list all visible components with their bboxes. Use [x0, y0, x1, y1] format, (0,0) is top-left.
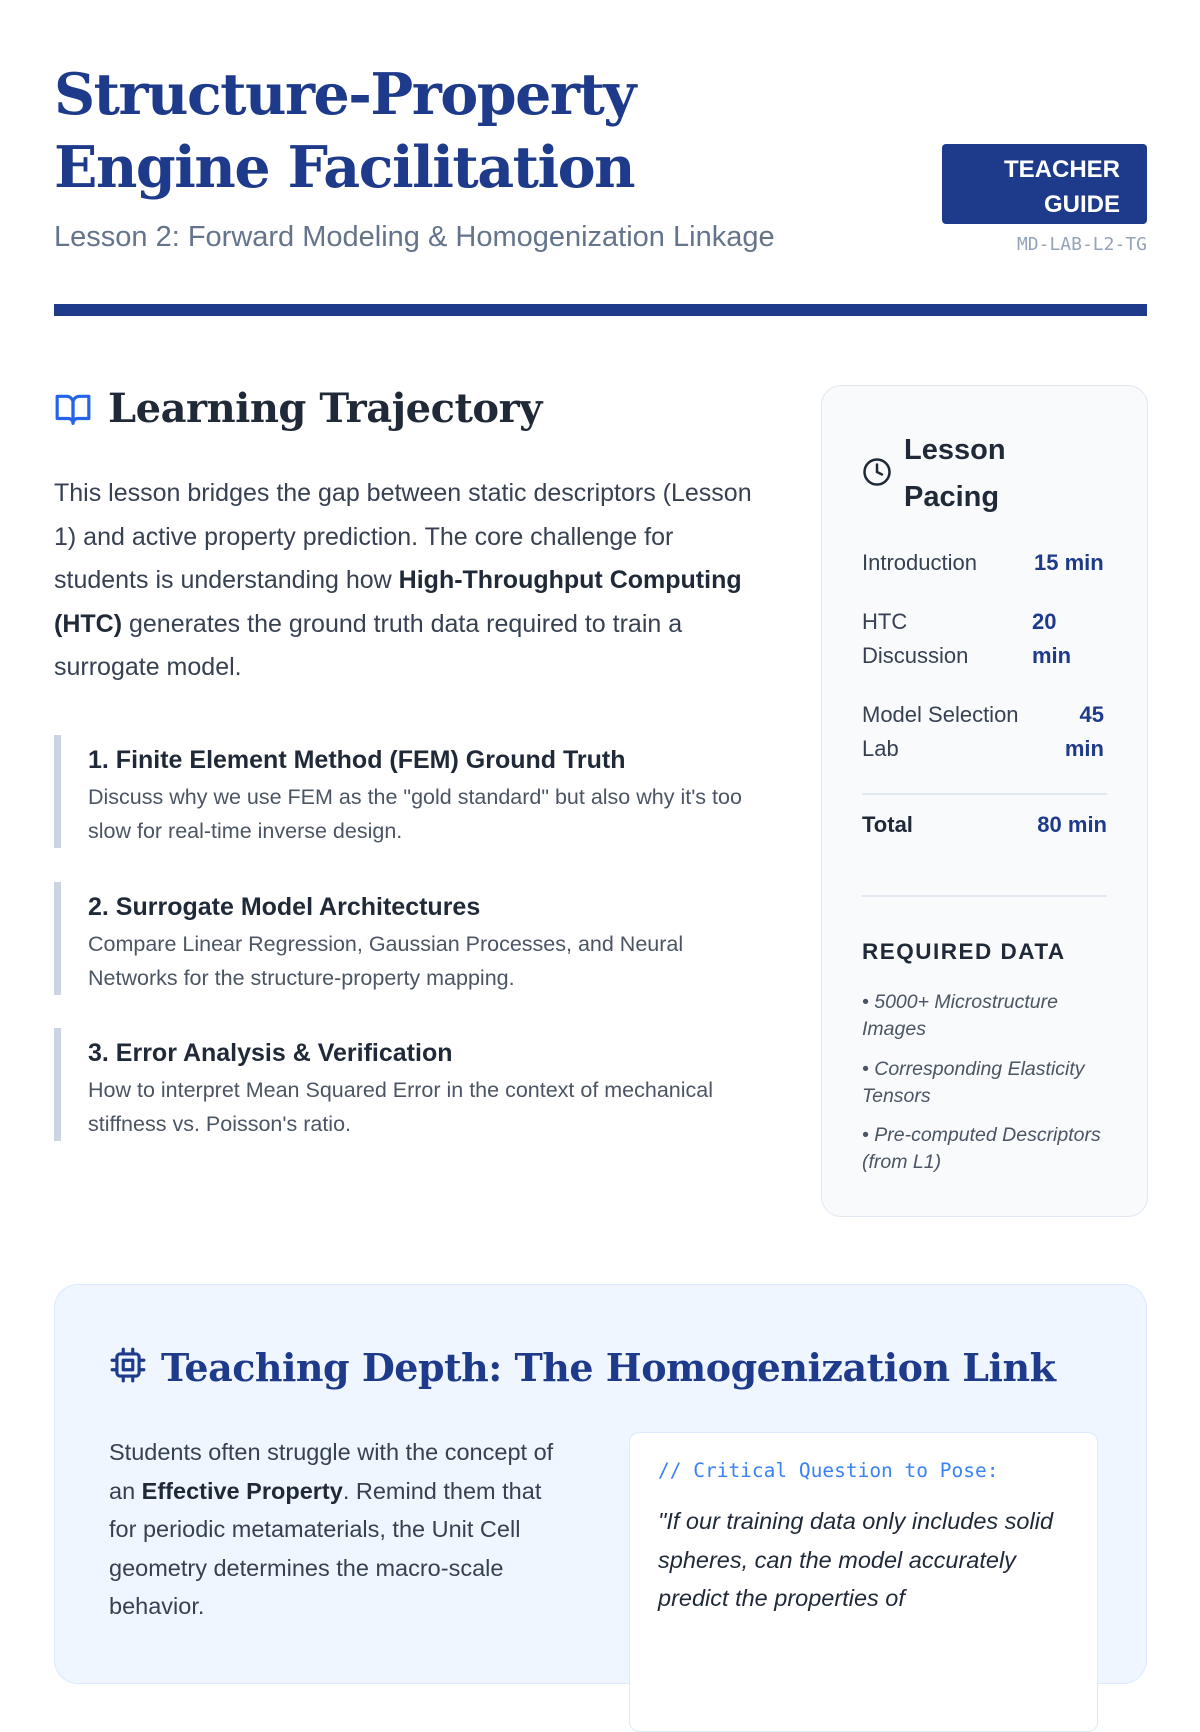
required-data-item: • Pre-computed Descriptors (from L1)	[862, 1124, 1101, 1173]
pacing-title: Lesson Pacing	[904, 434, 1006, 513]
question-text: "If our training data only includes solid spheres, can the model accurately predict the properties of	[658, 1508, 1054, 1611]
pacing-value: 15 min	[1034, 550, 1104, 575]
depth-heading	[109, 1345, 1055, 1390]
trajectory-heading	[54, 385, 774, 432]
pacing-row	[862, 698, 1107, 766]
header-divider	[54, 304, 1147, 316]
lesson-subtitle: Lesson 2: Forward Modeling & Homogenization Linkage	[54, 221, 775, 253]
pacing-value: 20 min	[1032, 609, 1072, 668]
book-open-icon	[54, 390, 92, 428]
pacing-label: HTC Discussion	[862, 609, 969, 668]
learning-trajectory-section	[54, 385, 774, 1136]
question-label: // Critical Question to Pose:	[658, 1459, 999, 1482]
clock-icon	[862, 457, 892, 492]
effective-property-highlight: Effective Property	[141, 1477, 343, 1504]
step-title: 3. Error Analysis & Verification	[88, 1039, 453, 1067]
pacing-divider	[862, 793, 1107, 795]
cpu-chip-icon	[109, 1346, 147, 1389]
pacing-label: Model Selection Lab	[862, 702, 1019, 761]
document-code: MD-LAB-L2-TG	[1016, 234, 1147, 255]
critical-question-box	[629, 1432, 1098, 1732]
required-data-title: REQUIRED DATA	[862, 939, 1066, 964]
required-data-item: • 5000+ Microstructure Images	[862, 991, 1058, 1040]
teaching-depth-section	[54, 1284, 1147, 1684]
lesson-pacing-card	[821, 385, 1148, 1217]
depth-title: Teaching Depth: The Homogenization Link	[161, 1345, 1056, 1390]
total-value: 80 min	[1037, 812, 1107, 837]
step-title: 2. Surrogate Model Architectures	[88, 893, 481, 921]
pacing-total-row	[862, 808, 1107, 842]
pacing-row	[862, 605, 1107, 673]
trajectory-title: Learning Trajectory	[108, 385, 542, 432]
required-data-item: • Corresponding Elasticity Tensors	[862, 1058, 1085, 1107]
pacing-heading	[862, 427, 1024, 521]
trajectory-intro: This lesson bridges the gap between static descriptors (Lesson 1) and active property prediction. The core challenge for students is understanding how High-Throughput Computing (HTC) generates the ground truth data required to train a surrogate model.	[54, 479, 752, 681]
pacing-label: Introduction	[862, 550, 977, 575]
pacing-value: 45 min	[1064, 702, 1104, 761]
step-title: 1. Finite Element Method (FEM) Ground Truth	[88, 746, 626, 774]
trajectory-step	[54, 1028, 774, 1141]
total-label: Total	[862, 812, 913, 837]
htc-highlight: High-Throughput Computing (HTC)	[54, 566, 742, 638]
teacher-guide-badge: TEACHER GUIDE	[942, 144, 1147, 224]
page-title: Structure-Property Engine Facilitation	[54, 61, 635, 201]
depth-explanation: Students often struggle with the concept of an Effective Property. Remind them that for periodic metamaterials, the Unit Cell geometry determines the macro-scale behavior.	[109, 1439, 554, 1619]
section-divider	[862, 895, 1107, 897]
step-description: Compare Linear Regression, Gaussian Processes, and Neural Networks for the structure-property mapping.	[88, 932, 684, 990]
pacing-row	[862, 546, 1107, 580]
trajectory-step	[54, 882, 774, 995]
trajectory-step	[54, 735, 774, 848]
page-header	[54, 58, 1147, 328]
step-description: How to interpret Mean Squared Error in the context of mechanical stiffness vs. Poisson's ratio.	[88, 1078, 714, 1136]
step-description: Discuss why we use FEM as the "gold standard" but also why it's too slow for real-time inverse design.	[88, 785, 742, 843]
